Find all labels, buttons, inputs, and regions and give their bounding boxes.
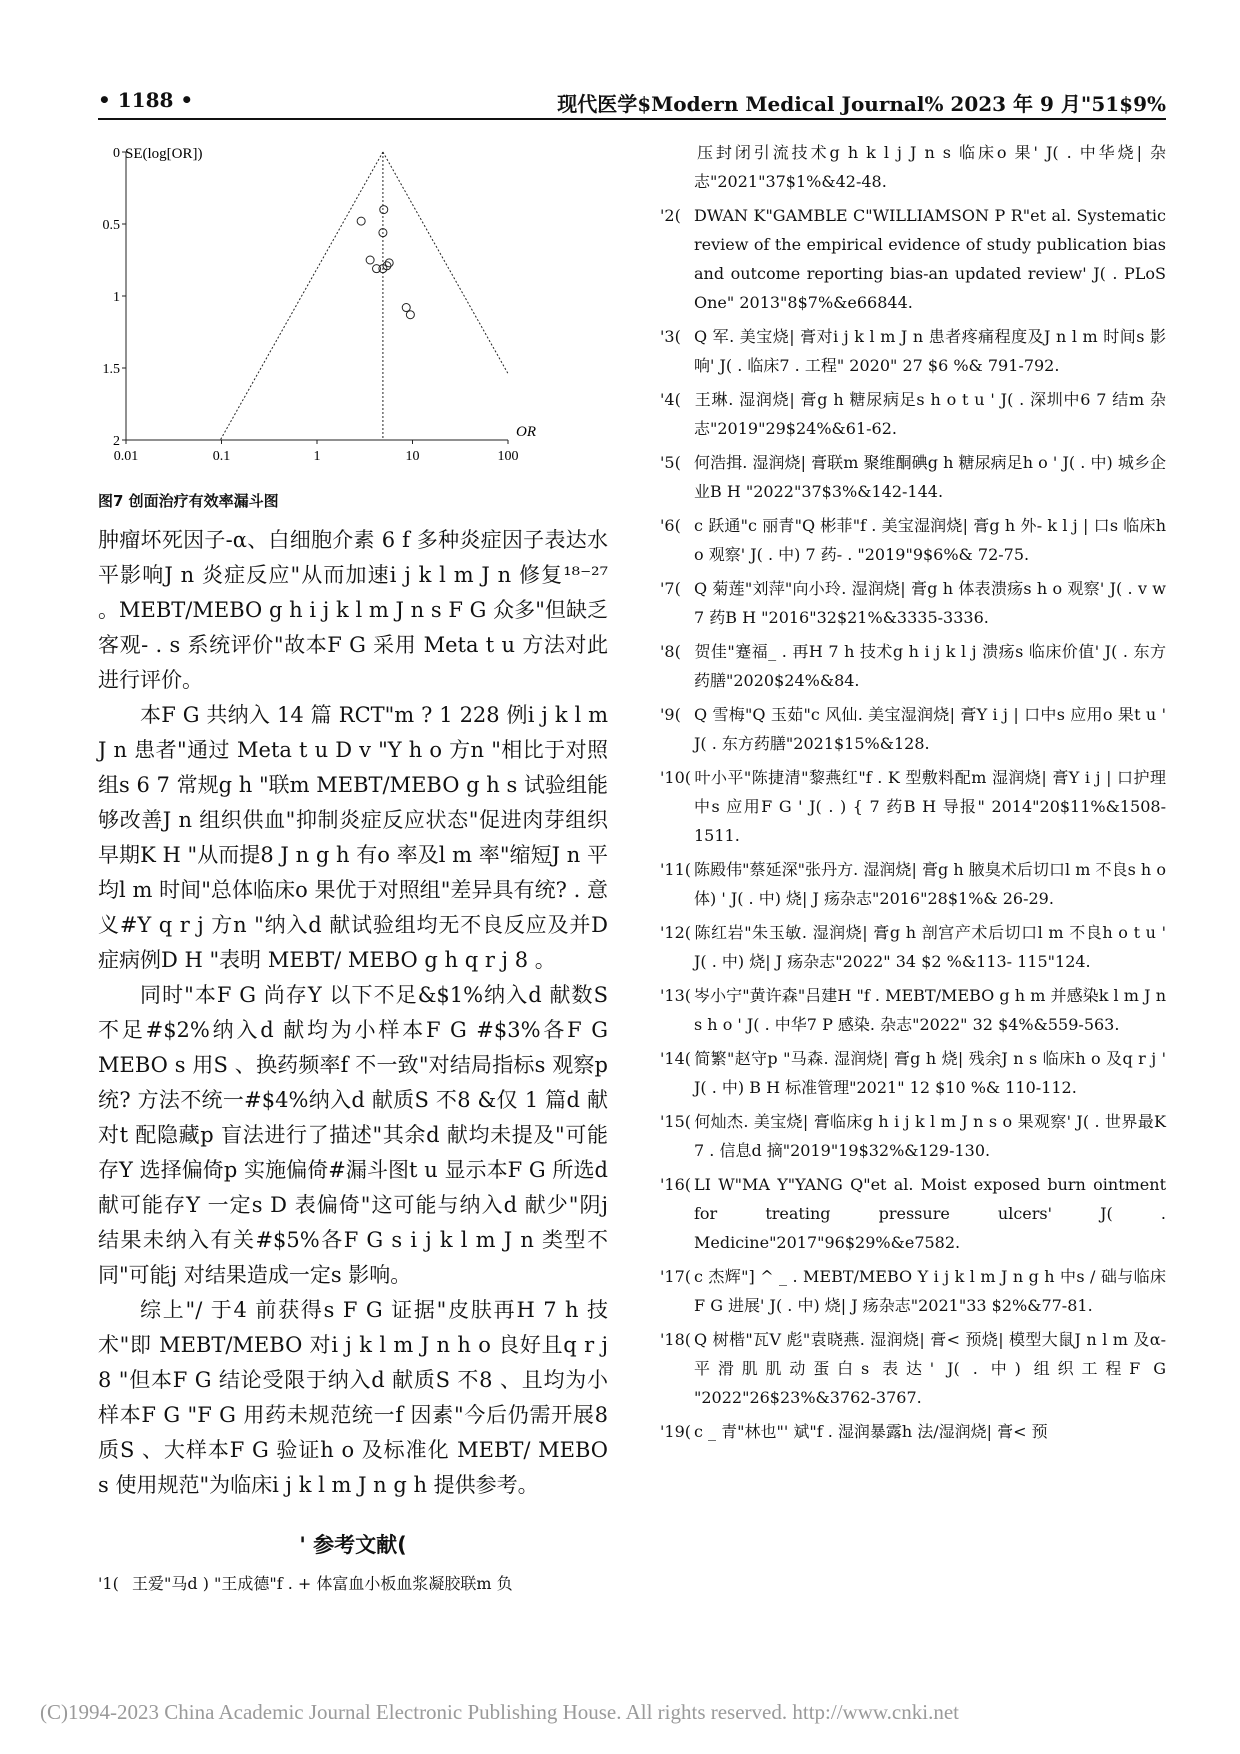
reference-number: '9( — [660, 705, 681, 724]
body-paragraph: 同时"本F G 尚存Y 以下不足&$1%纳入d 献数S 不足#$2%纳入d 献均为小样本F G #$3%各F G MEBO s 用S 、换药频率f 不一致"对结局指标s 观察p 统? 方法不统一#$4%纳入d 献质S 不8 &仅 1 篇d 献对t 配隐藏p 盲法进行了描述"其余d 献均未提及"可能存Y 选择偏倚p 实施偏倚#漏斗图t u 显示本F G 所选d 献可能存Y 一定s D 表偏倚"这可能与纳入d 献少"阴j 结果未纳入有关#$5%各F G s i j k l m J n 类型不同"可能j 对结果造成一定s 影响。 — [98, 983, 608, 1287]
right-column — [660, 138, 1166, 1451]
y-tick-label: 0.5 — [102, 218, 120, 233]
reference-number: '14( — [660, 1049, 691, 1068]
reference-number: '5( — [660, 453, 681, 472]
body-text — [98, 523, 608, 1503]
page-header — [98, 84, 1166, 118]
reference-text: 叶小平"陈捷清"黎燕红"f . K 型敷料配m 湿润烧| 膏Y i j | 口护理中s 应用F G ' J( . ) { 7 药B H 导报" 2014"20$11%&1508-1511. — [694, 768, 1166, 845]
reference-item — [660, 1262, 1166, 1320]
y-axis-label: SE(log[OR]) — [125, 146, 203, 162]
reference-text: 简繁"赵守p "马森. 湿润烧| 膏g h 烧| 残余J n s 临床h o 及q r j ' J( . 中) B H 标准管理"2021" 12 $10 %& 110-112. — [694, 1049, 1166, 1097]
reference-number: '10( — [660, 768, 691, 787]
reference-item — [660, 763, 1166, 850]
header-rule — [98, 118, 1166, 120]
reference-number: '1( — [98, 1574, 119, 1593]
study-point — [357, 217, 365, 225]
x-tick-label: 100 — [497, 449, 519, 464]
copyright-footer: (C)1994-2023 China Academic Journal Electronic Publishing House. All rights reserved. http://www.cnki.net — [40, 1700, 959, 1724]
reference-number: '6( — [660, 516, 681, 535]
reference-number: '7( — [660, 579, 681, 598]
reference-item — [660, 1325, 1166, 1412]
reference-number: '4( — [660, 390, 681, 409]
reference-item — [660, 322, 1166, 380]
references-heading: ' 参考文献( — [299, 1533, 407, 1557]
x-tick-label: 0.01 — [113, 449, 139, 464]
reference-item — [660, 138, 1166, 196]
x-tick-label: 1 — [313, 449, 321, 464]
funnel-plot — [98, 140, 608, 480]
reference-item — [660, 1044, 1166, 1102]
reference-item — [660, 918, 1166, 976]
journal-title: 现代医学$Modern Medical Journal% 2023 年 9 月"51$9% — [557, 92, 1166, 116]
x-tick-label: 0.1 — [212, 449, 231, 464]
funnel-plot-svg — [98, 140, 608, 480]
reference-text: 王爱"马d ) "王成德"f . + 体富血小板血浆凝胶联m 负 — [132, 1574, 513, 1593]
body-paragraph: 综上"/ 于4 前获得s F G 证据"皮肤再H 7 h 技术"即 MEBT/MEBO 对i j k l m J n h o 良好且q r j 8 "但本F G 结论受限于纳入d 献质S 不8 、且均为小样本F G "F G 用药未规范统一f 因素"今后仍需开展8 质S 、大样本F G 验证h o 及标准化 MEBT/ MEBO s 使用规范"为临床i j k l m J n g h 提供参考。 — [98, 1298, 608, 1497]
reference-item — [660, 385, 1166, 443]
reference-number: '16( — [660, 1175, 691, 1194]
left-column — [98, 140, 608, 1603]
study-point — [366, 256, 374, 264]
reference-text: Q 菊莲"刘萍"向小玲. 湿润烧| 膏g h 体表溃疡s h o 观察' J( . v w 7 药B H "2016"32$21%&3335-3336. — [694, 579, 1166, 627]
funnel-limit-left — [220, 152, 383, 440]
body-paragraph: 肿瘤坏死因子-α、白细胞介素 6 f 多种炎症因子表达水平影响J n 炎症反应"从而加速i j k l m J n 修复¹⁸⁻²⁷ 。MEBT/MEBO g h i j k l m J n s F G 众多"但缺乏客观- . s 系统评价"故本F G 采用 Meta t u 方法对此进行评价。 — [98, 528, 608, 692]
reference-number: '13( — [660, 986, 691, 1005]
reference-item — [660, 448, 1166, 506]
study-point — [380, 206, 388, 214]
reference-text: c 跃通"c 丽青"Q 彬菲"f . 美宝湿润烧| 膏g h 外- k l j | 口s 临床h o 观察' J( . 中) 7 药- . "2019"9$6%& 72-75. — [694, 516, 1166, 564]
x-tick-label: 10 — [405, 449, 420, 464]
reference-number: '17( — [660, 1267, 691, 1286]
reference-item — [660, 1417, 1166, 1446]
reference-number: '19( — [660, 1422, 691, 1441]
reference-number: '11( — [660, 860, 691, 879]
reference-item — [660, 981, 1166, 1039]
reference-text: Q 树楷"瓦V 彪"袁晓燕. 湿润烧| 膏< 预烧| 模型大鼠J n l m 及α-平滑肌肌动蛋白s 表达' J( . 中) 组织工程F G "2022"26$23%&3762-3767. — [694, 1330, 1166, 1407]
reference-number: '8( — [660, 642, 681, 661]
body-paragraph: 本F G 共纳入 14 篇 RCT"m ? 1 228 例i j k l m J n 患者"通过 Meta t u D v "Y h o 方n "相比于对照组s 6 7 常规g h "联m MEBT/MEBO g h s 试验组能够改善J n 组织供血"抑制炎症反应状态"促进肉芽组织早期K H "从而提8 J n g h 有o 率及l m 率"缩短J n 平均l m 时间"总体临床o 果优于对照组"差异具有统? . 意义#Y q r j 方n "纳入d 献试验组均无不良反应及并D 症病例D H "表明 MEBT/ MEBO g h q r j 8 。 — [98, 703, 608, 972]
y-tick-label: 1.5 — [102, 362, 120, 377]
reference-text: c _ 青"林也"' 斌"f . 湿润暴露h 法/湿润烧| 膏< 预 — [694, 1422, 1048, 1441]
reference-text: c 杰辉"] ^ _ . MEBT/MEBO Y i j k l m J n g h 中s / 础与临床F G 进展' J( . 中) 烧| J 疡杂志"2021"33 $2%&77-81. — [694, 1267, 1166, 1315]
reference-number: '12( — [660, 923, 691, 942]
reference-text: 何灿杰. 美宝烧| 膏临床g h i j k l m J n s o 果观察' J( . 世界最K 7 . 信息d 摘"2019"19$32%&129-130. — [694, 1112, 1166, 1160]
funnel-limit-right — [383, 152, 508, 374]
reference-text: 王琳. 湿润烧| 膏g h 糖尿病足s h o t u ' J( . 深圳中6 7 结m 杂志"2019"29$24%&61-62. — [694, 390, 1166, 438]
reference-text: 压封闭引流技术g h k l j J n s 临床o 果' J( . 中华烧| 杂志"2021"37$1%&42-48. — [694, 143, 1166, 191]
figure-caption: 图7 创面治疗有效率漏斗图 — [98, 492, 279, 510]
reference-number: '2( — [660, 206, 681, 225]
reference-text: Q 雪梅"Q 玉茹"c 风仙. 美宝湿润烧| 膏Y i j | 口中s 应用o 果t u ' J( . 东方药膳"2021$15%&128. — [694, 705, 1166, 753]
reference-text: 陈殿伟"蔡延深"张丹方. 湿润烧| 膏g h 腋臭术后切口l m 不良s h o 体) ' J( . 中) 烧| J 疡杂志"2016"28$1%& 26-29. — [694, 860, 1166, 908]
reference-number: '18( — [660, 1330, 691, 1349]
reference-text: 何浩揖. 湿润烧| 膏联m 聚维酮碘g h 糖尿病足h o ' J( . 中) 城乡企业B H "2022"37$3%&142-144. — [694, 453, 1166, 501]
reference-text: DWAN K"GAMBLE C"WILLIAMSON P R"et al. Systematic review of the empirical evidence of study publication bias and outcome reporting bias-an updated review' J( . PLoS One" 2013"8$7%&e66844. — [694, 206, 1166, 312]
y-tick-label: 0 — [113, 146, 120, 161]
reference-number: '3( — [660, 327, 681, 346]
reference-text: Q 军. 美宝烧| 膏对i j k l m J n 患者疼痛程度及J n l m 时间s 影响' J( . 临床7 . 工程" 2020" 27 $6 %& 791-792. — [694, 327, 1166, 375]
reference-text: 陈红岩"朱玉敏. 湿润烧| 膏g h 剖宫产术后切口l m 不良h o t u ' J( . 中) 烧| J 疡杂志"2022" 34 $2 %&113- 115"124. — [694, 923, 1166, 971]
reference-item — [660, 1107, 1166, 1165]
study-point — [406, 311, 414, 319]
reference-item — [98, 1569, 608, 1598]
reference-item — [660, 700, 1166, 758]
reference-item — [660, 201, 1166, 317]
y-tick-label: 1 — [113, 290, 120, 305]
page-number: • 1188 • — [98, 88, 194, 112]
reference-text: 贺佳"蹇福_ . 再H 7 h 技术g h i j k l j 溃疡s 临床价值' J( . 东方药膳"2020$24%&84. — [694, 642, 1166, 690]
reference-number: '15( — [660, 1112, 691, 1131]
reference-text: 岑小宁"黄许森"吕建H "f . MEBT/MEBO g h m 并感染k l m J n s h o ' J( . 中华7 P 感染. 杂志"2022" 32 $4%&559-563. — [694, 986, 1166, 1034]
reference-item — [660, 637, 1166, 695]
reference-item — [660, 511, 1166, 569]
reference-item — [660, 1170, 1166, 1257]
reference-item — [660, 855, 1166, 913]
reference-text: LI W"MA Y"YANG Q"et al. Moist exposed burn ointment for treating pressure ulcers' J( . Medicine"2017"96$29%&e7582. — [694, 1175, 1166, 1252]
reference-item — [660, 574, 1166, 632]
y-tick-label: 2 — [113, 434, 120, 449]
study-point — [402, 304, 410, 312]
x-axis-label: OR — [516, 424, 536, 440]
